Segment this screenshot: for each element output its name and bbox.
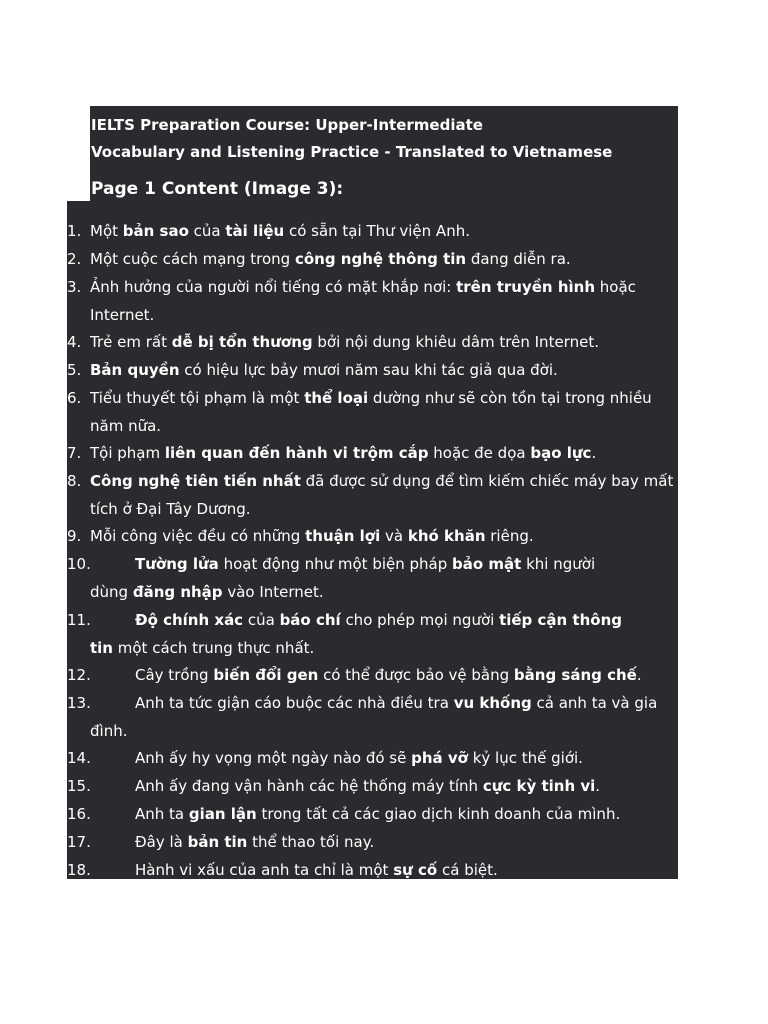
- item-text: [135, 689, 657, 717]
- item-text-segment: dùng: [90, 583, 133, 601]
- item-text-segment: Một cuộc cách mạng trong: [90, 250, 295, 268]
- page-heading: Page 1 Content (Image 3):: [91, 179, 344, 199]
- item-number: 11.: [67, 611, 91, 629]
- item-text-segment: Tội phạm: [90, 444, 165, 462]
- item-text-segment: tích ở Đại Tây Dương.: [90, 500, 251, 518]
- item-text-segment: cá biệt.: [437, 861, 498, 879]
- item-number: 10.: [67, 555, 91, 573]
- item-text-segment: và: [380, 527, 408, 545]
- vocab-term: tiếp cận thông: [499, 611, 622, 629]
- item-text-segment: của: [188, 222, 226, 240]
- item-text-continuation: [90, 495, 251, 523]
- item-text-segment: trong tất cả các giao dịch kinh doanh của mình.: [256, 805, 621, 823]
- item-text: [90, 439, 596, 467]
- item-text: [135, 550, 595, 578]
- item-number: 8.: [67, 472, 82, 490]
- vocab-term: biến đổi gen: [213, 666, 319, 684]
- item-text: [135, 828, 374, 856]
- item-text-segment: Anh ta: [135, 805, 189, 823]
- item-text-segment: cho phép mọi người: [340, 611, 500, 629]
- vocab-term: vu khống: [453, 694, 532, 712]
- item-text-continuation: [90, 578, 324, 606]
- vocab-term: cực kỳ tinh vi: [482, 777, 596, 795]
- item-text: [90, 467, 673, 495]
- item-text-segment: năm nữa.: [90, 417, 162, 435]
- item-text-segment: đang diễn ra.: [466, 250, 571, 268]
- vocab-term: phá vỡ: [411, 749, 468, 767]
- item-text-segment: cả anh ta và gia: [531, 694, 658, 712]
- vocab-term: bảo mật: [452, 555, 522, 573]
- item-number: 7.: [67, 444, 82, 462]
- item-number: 13.: [67, 694, 91, 712]
- item-number: 17.: [67, 833, 91, 851]
- item-number: 14.: [67, 749, 91, 767]
- item-text-segment: Anh ta tức giận cáo buộc các nhà điều tra: [135, 694, 454, 712]
- vocab-term: tin: [90, 639, 113, 657]
- item-text-segment: của: [243, 611, 280, 629]
- item-text-segment: Mỗi công việc đều có những: [90, 527, 306, 545]
- item-text-continuation: [90, 301, 154, 329]
- item-text: [135, 606, 622, 634]
- item-text-continuation: [90, 412, 161, 440]
- item-text-segment: có hiệu lực bảy mươi năm sau khi tác giả qua đời.: [179, 361, 558, 379]
- item-text-segment: Cây trồng: [135, 666, 214, 684]
- item-number: 3.: [67, 278, 82, 296]
- item-number: 18.: [67, 861, 91, 879]
- vocab-term: Độ chính xác: [135, 611, 244, 629]
- vocab-term: báo chí: [279, 611, 341, 629]
- vocab-term: thể loại: [304, 389, 369, 407]
- vocab-term: thuận lợi: [305, 527, 381, 545]
- item-text: [90, 273, 636, 301]
- item-text: [135, 772, 600, 800]
- item-text-segment: Trẻ em rất: [90, 333, 172, 351]
- vocab-term: bằng sáng chế: [513, 666, 637, 684]
- vocab-term: đăng nhập: [132, 583, 223, 601]
- item-number: 16.: [67, 805, 91, 823]
- course-subtitle: Vocabulary and Listening Practice - Translated to Vietnamese: [91, 143, 613, 161]
- vocab-term: công nghệ thông tin: [294, 250, 467, 268]
- vocab-term: trên truyền hình: [456, 278, 596, 296]
- item-text-segment: kỷ lục thế giới.: [467, 749, 583, 767]
- vocab-term: bản tin: [187, 833, 248, 851]
- vocab-term: khó khăn: [407, 527, 486, 545]
- vocab-term: dễ bị tổn thương: [171, 333, 313, 351]
- item-number: 6.: [67, 389, 82, 407]
- item-text: [90, 328, 599, 356]
- item-text: [90, 384, 652, 412]
- course-title: IELTS Preparation Course: Upper-Intermediate: [91, 116, 483, 134]
- item-text: [135, 661, 642, 689]
- item-text-segment: có sẵn tại Thư viện Anh.: [284, 222, 470, 240]
- item-text: [90, 217, 470, 245]
- item-text-segment: đã được sử dụng để tìm kiếm chiếc máy bay mất: [300, 472, 674, 490]
- item-text: [135, 800, 620, 828]
- item-number: 1.: [67, 222, 82, 240]
- item-number: 2.: [67, 250, 82, 268]
- item-text-segment: hoặc: [595, 278, 636, 296]
- item-text-segment: .: [591, 444, 597, 462]
- item-text-segment: đình.: [90, 722, 128, 740]
- item-number: 4.: [67, 333, 82, 351]
- item-text-continuation: [90, 717, 127, 745]
- item-text-segment: Anh ấy hy vọng một ngày nào đó sẽ: [135, 749, 412, 767]
- item-text-segment: dường như sẽ còn tồn tại trong nhiều: [368, 389, 652, 407]
- vocab-term: tài liệu: [225, 222, 285, 240]
- item-text-segment: riêng.: [485, 527, 534, 545]
- vocab-term: gian lận: [188, 805, 257, 823]
- item-text: [135, 744, 583, 772]
- vocab-term: bạo lực: [530, 444, 592, 462]
- item-text-segment: vào Internet.: [222, 583, 324, 601]
- item-text: [90, 356, 558, 384]
- item-text-segment: bởi nội dung khiêu dâm trên Internet.: [312, 333, 599, 351]
- item-number: 12.: [67, 666, 91, 684]
- item-text: [135, 856, 498, 884]
- item-text-segment: .: [636, 666, 642, 684]
- item-text-segment: Anh ấy đang vận hành các hệ thống máy tính: [135, 777, 483, 795]
- vocab-term: Công nghệ tiên tiến nhất: [90, 472, 301, 490]
- item-text-segment: Hành vi xấu của anh ta chỉ là một: [135, 861, 394, 879]
- item-text-segment: Một: [90, 222, 123, 240]
- item-text-segment: hoặc đe dọa: [428, 444, 531, 462]
- item-text-segment: Đây là: [135, 833, 188, 851]
- vocab-term: Bản quyền: [90, 361, 180, 379]
- item-text-segment: Internet.: [90, 306, 155, 324]
- item-text-segment: một cách trung thực nhất.: [113, 639, 315, 657]
- item-text-segment: Tiểu thuyết tội phạm là một: [90, 389, 305, 407]
- vocab-term: liên quan đến hành vi trộm cắp: [164, 444, 429, 462]
- item-text: [90, 522, 534, 550]
- item-text-segment: thể thao tối nay.: [247, 833, 375, 851]
- item-text-segment: .: [595, 777, 601, 795]
- item-text-segment: khi người: [521, 555, 596, 573]
- vocab-term: sự cố: [393, 861, 438, 879]
- item-text-segment: Ảnh hưởng của người nổi tiếng có mặt khắp nơi:: [90, 278, 457, 296]
- item-number: 15.: [67, 777, 91, 795]
- item-text: [90, 245, 571, 273]
- item-number: 5.: [67, 361, 82, 379]
- item-number: 9.: [67, 527, 82, 545]
- item-text-segment: hoạt động như một biện pháp: [218, 555, 453, 573]
- item-text-continuation: [90, 634, 314, 662]
- item-text-segment: có thể được bảo vệ bằng: [318, 666, 514, 684]
- vocab-term: bản sao: [122, 222, 189, 240]
- vocab-term: Tường lửa: [135, 555, 219, 573]
